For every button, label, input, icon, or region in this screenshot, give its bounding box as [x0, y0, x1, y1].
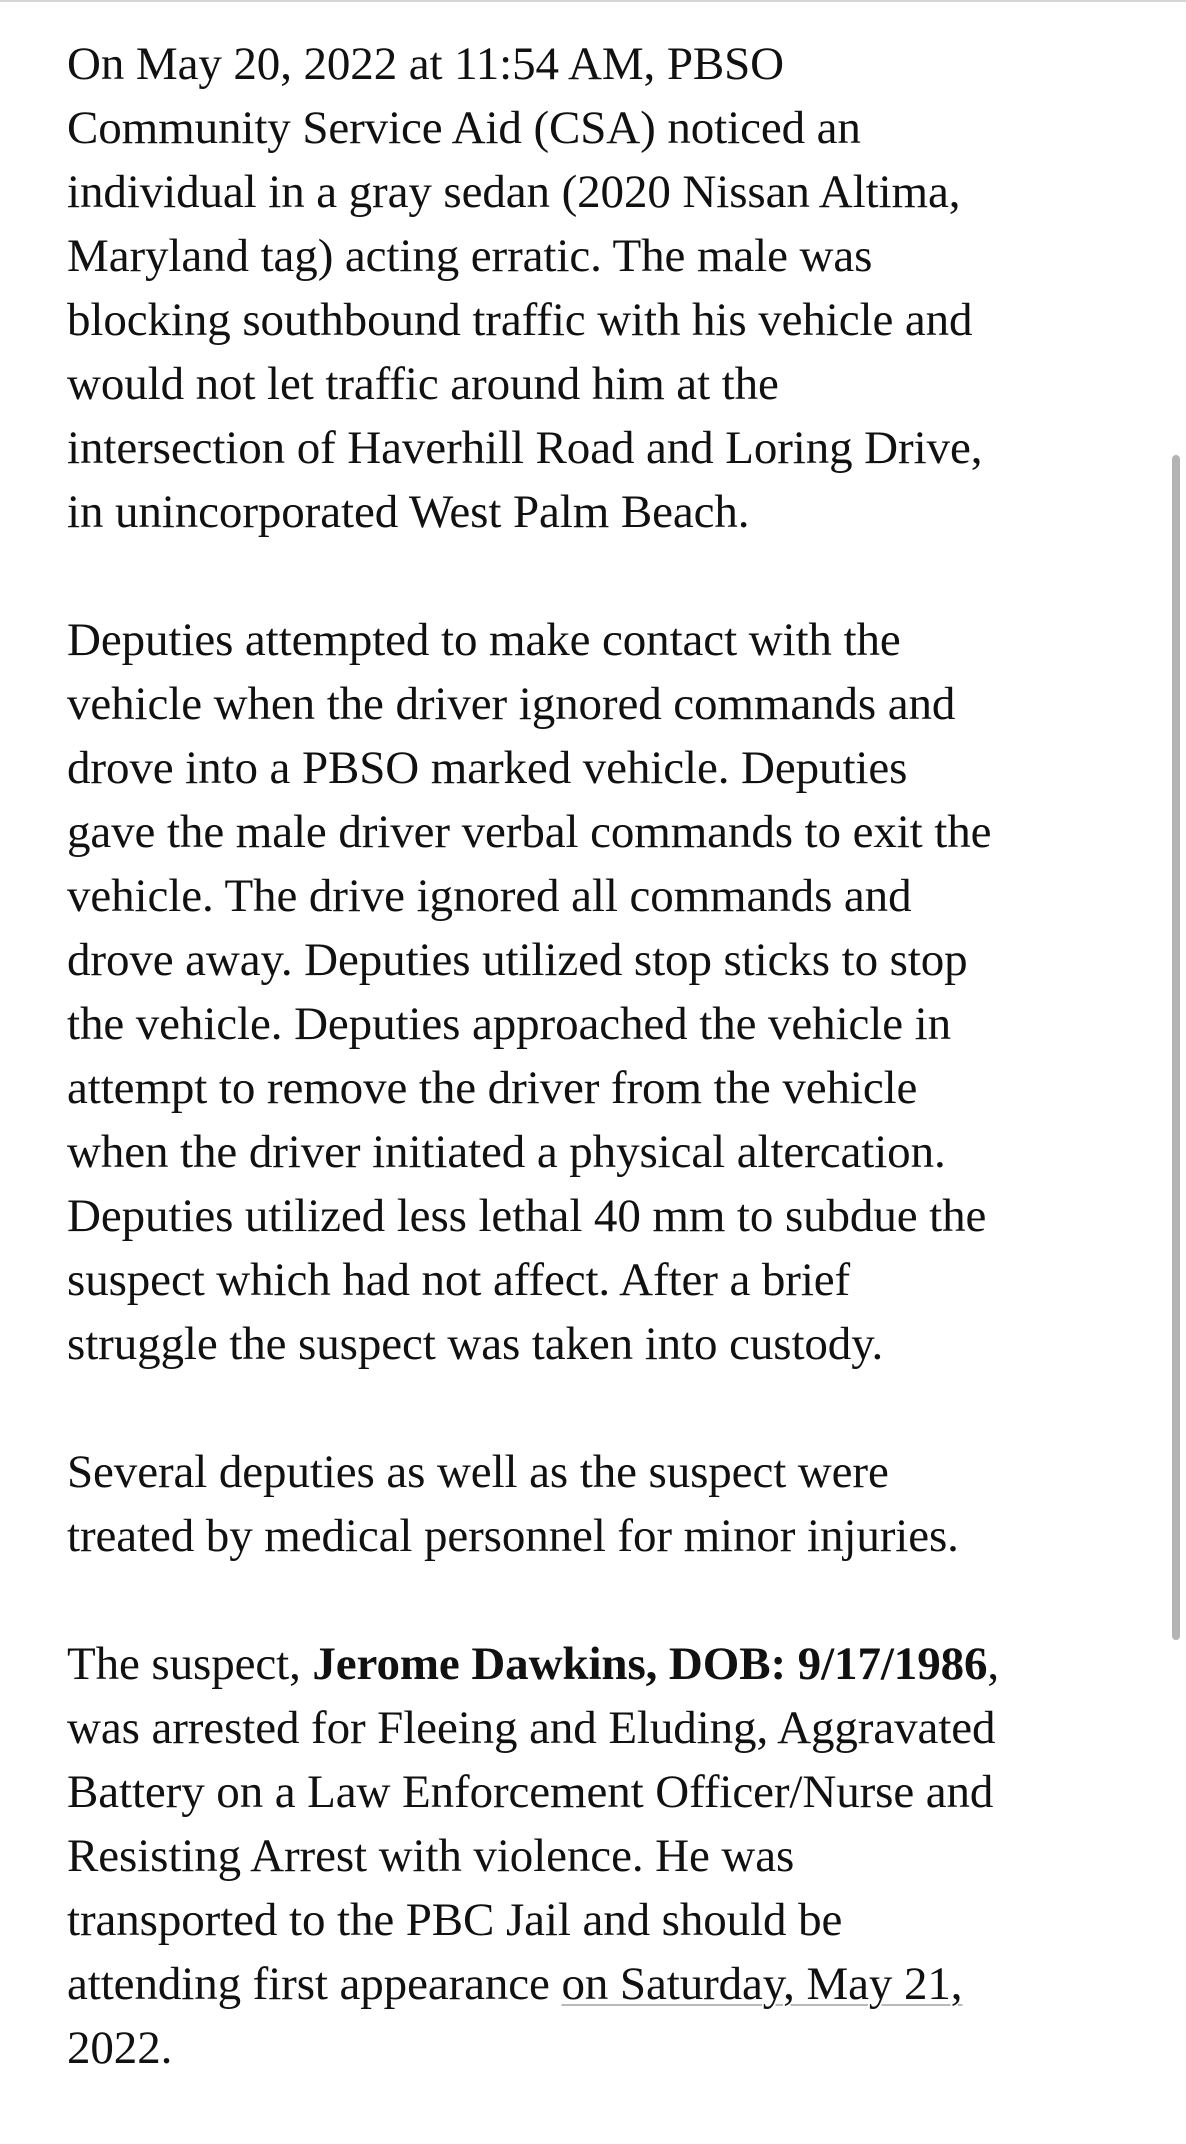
text-line: drove away. Deputies utilized stop sticks to stop	[67, 934, 968, 986]
text-line: would not let traffic around him at the	[67, 358, 779, 410]
text-line: Several deputies as well as the suspect were	[67, 1446, 889, 1498]
text-line: attempt to remove the driver from the vehicle	[67, 1062, 918, 1114]
paragraph-incident	[67, 32, 1127, 544]
text-line: vehicle. The drive ignored all commands and	[67, 870, 912, 922]
paragraph-injuries	[67, 1440, 1127, 1568]
appearance-prefix: attending first appearance	[67, 1958, 562, 2010]
text-line: gave the male driver verbal commands to exit the	[67, 806, 992, 858]
text-line: suspect which had not affect. After a brief	[67, 1254, 851, 1306]
suspect-comma: ,	[987, 1638, 1000, 1690]
text-line: treated by medical personnel for minor injuries.	[67, 1510, 959, 1562]
suspect-name-dob: Jerome Dawkins, DOB: 9/17/1986	[312, 1638, 988, 1690]
text-line: Community Service Aid (CSA) noticed an	[67, 102, 861, 154]
suspect-intro: The suspect,	[67, 1638, 313, 1690]
paragraph-deputies-contact	[67, 608, 1127, 1376]
press-release-body	[67, 32, 1127, 2144]
text-line: drove into a PBSO marked vehicle. Deputies	[67, 742, 908, 794]
text-line	[67, 1952, 1127, 2016]
paragraph-arrest	[67, 1632, 1127, 2080]
text-line: Deputies utilized less lethal 40 mm to subdue the	[67, 1190, 987, 1242]
text-line: Battery on a Law Enforcement Officer/Nurse and	[67, 1766, 994, 1818]
text-line: the vehicle. Deputies approached the vehicle in	[67, 998, 952, 1050]
text-line: On May 20, 2022 at 11:54 AM, PBSO	[67, 38, 784, 90]
text-line: blocking southbound traffic with his vehicle and	[67, 294, 973, 346]
text-line: Deputies attempted to make contact with the	[67, 614, 901, 666]
text-line: Maryland tag) acting erratic. The male was	[67, 230, 873, 282]
text-line: when the driver initiated a physical altercation.	[67, 1126, 946, 1178]
text-line: intersection of Haverhill Road and Loring Drive,	[67, 422, 983, 474]
text-line	[67, 1632, 1127, 1696]
text-line: Resisting Arrest with violence. He was	[67, 1830, 795, 1882]
text-line: in unincorporated West Palm Beach.	[67, 486, 750, 538]
text-line-cut-off: 2022.	[67, 2022, 173, 2074]
vertical-scrollbar[interactable]	[1172, 455, 1180, 1640]
appearance-date-link[interactable]: on Saturday, May 21,	[561, 1958, 963, 2010]
text-line: struggle the suspect was taken into custody.	[67, 1318, 884, 1370]
text-line: transported to the PBC Jail and should be	[67, 1894, 843, 1946]
text-line: individual in a gray sedan (2020 Nissan Altima,	[67, 166, 961, 218]
text-line: was arrested for Fleeing and Eluding, Aggravated	[67, 1702, 996, 1754]
top-divider	[0, 0, 1186, 2]
text-line: vehicle when the driver ignored commands and	[67, 678, 956, 730]
